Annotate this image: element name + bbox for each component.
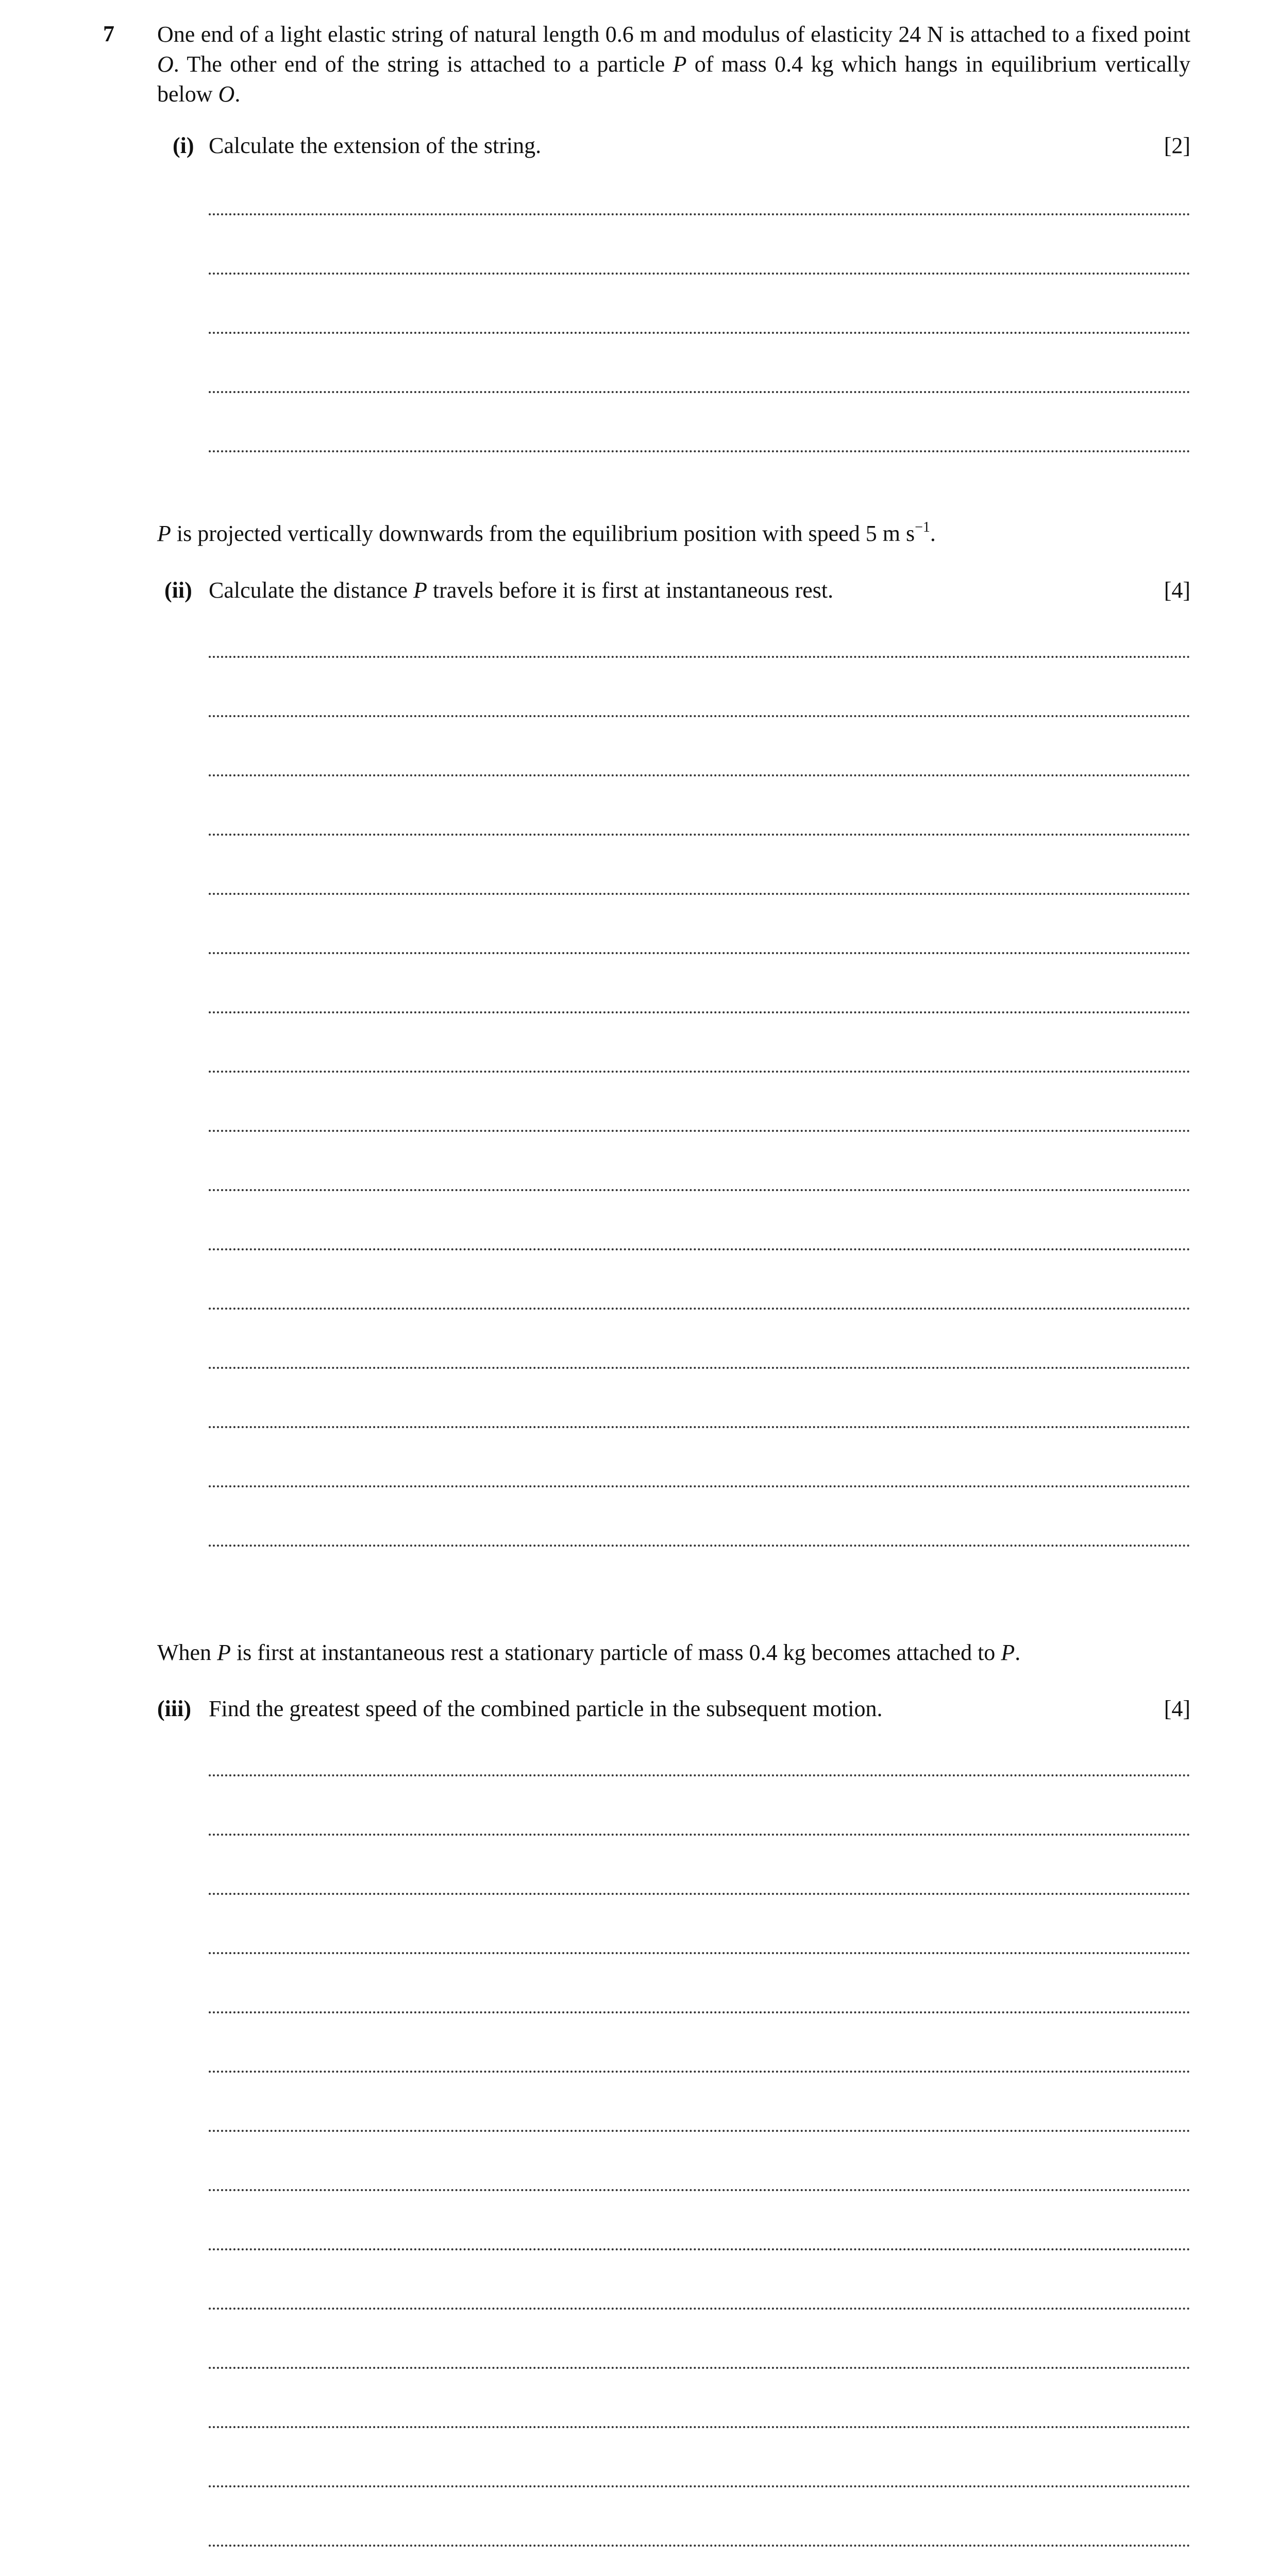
part-iii-label: (iii) — [157, 1696, 191, 1721]
part-i-prompt — [157, 131, 1190, 162]
question-number: 7 — [103, 21, 114, 46]
part-ii-prompt — [157, 576, 1190, 607]
part-ii-label: (ii) — [164, 578, 192, 603]
answer-line[interactable] — [209, 1011, 1190, 1013]
answer-line[interactable] — [209, 450, 1190, 452]
answer-line[interactable] — [209, 2545, 1190, 2547]
stem-text-2: . The other end of the string is attached to a particle — [173, 52, 673, 77]
part-ii-text-b: travels before it is first at instantaneous rest. — [427, 578, 834, 603]
answer-line[interactable] — [209, 1071, 1190, 1073]
part-iii-context — [157, 1638, 1190, 1667]
part-ii-marks: [4] — [1164, 578, 1190, 603]
part-i-text: Calculate the extension of the string. — [209, 133, 542, 158]
answer-line[interactable] — [209, 2367, 1190, 2369]
part-ii-context — [157, 519, 1190, 548]
answer-line[interactable] — [209, 952, 1190, 954]
particle-p-label: P — [672, 52, 687, 77]
point-o-label: O — [157, 52, 174, 77]
part-i-answer-area[interactable] — [209, 213, 1190, 510]
answer-line[interactable] — [209, 1545, 1190, 1547]
answer-line[interactable] — [209, 1130, 1190, 1132]
answer-line[interactable] — [209, 273, 1190, 275]
context-text-a: When — [157, 1640, 217, 1665]
answer-line[interactable] — [209, 2071, 1190, 2073]
answer-line[interactable] — [209, 715, 1190, 717]
answer-line[interactable] — [209, 1367, 1190, 1369]
part-i-label: (i) — [173, 133, 194, 158]
particle-p-label: P — [157, 521, 171, 546]
part-iii-marks: [4] — [1164, 1696, 1190, 1721]
answer-line[interactable] — [209, 2485, 1190, 2487]
context-end: . — [1015, 1640, 1021, 1665]
answer-line[interactable] — [209, 893, 1190, 895]
exponent: −1 — [915, 519, 930, 535]
part-iii-answer-area[interactable] — [209, 1774, 1190, 2576]
stem-text-3: of mass 0.4 kg which hangs in equilibrium vertically below — [157, 52, 1190, 107]
stem-text-4: . — [234, 81, 241, 107]
answer-line[interactable] — [209, 834, 1190, 836]
answer-line[interactable] — [209, 1893, 1190, 1895]
point-o-label: O — [218, 81, 235, 107]
answer-line[interactable] — [209, 656, 1190, 658]
answer-line[interactable] — [209, 2189, 1190, 2191]
particle-p-label: P — [413, 578, 427, 603]
part-iii-prompt — [157, 1694, 1190, 1725]
part-i-marks: [2] — [1164, 133, 1190, 158]
answer-line[interactable] — [209, 391, 1190, 393]
answer-line[interactable] — [209, 1308, 1190, 1310]
answer-line[interactable] — [209, 2308, 1190, 2310]
answer-line[interactable] — [209, 1189, 1190, 1191]
answer-line[interactable] — [209, 1952, 1190, 1954]
answer-line[interactable] — [209, 1485, 1190, 1487]
stem-text-1: One end of a light elastic string of natural length 0.6 m and modulus of elasticity 24 N is attached to a fixed point — [157, 22, 1190, 47]
answer-line[interactable] — [209, 213, 1190, 215]
question-stem — [157, 20, 1190, 109]
particle-p-label: P — [217, 1640, 231, 1665]
answer-line[interactable] — [209, 774, 1190, 776]
answer-line[interactable] — [209, 2426, 1190, 2428]
particle-p-label: P — [1001, 1640, 1015, 1665]
answer-line[interactable] — [209, 1248, 1190, 1250]
answer-line[interactable] — [209, 2011, 1190, 2013]
part-ii-text-a: Calculate the distance — [209, 578, 414, 603]
answer-line[interactable] — [209, 1426, 1190, 1428]
part-ii-text — [209, 576, 833, 605]
answer-line[interactable] — [209, 2248, 1190, 2250]
part-iii-text: Find the greatest speed of the combined particle in the subsequent motion. — [209, 1696, 883, 1721]
answer-line[interactable] — [209, 2130, 1190, 2132]
context-end: . — [930, 521, 936, 546]
context-text-b: is first at instantaneous rest a stationary particle of mass 0.4 kg becomes attached to — [230, 1640, 1001, 1665]
answer-line[interactable] — [209, 1834, 1190, 1836]
answer-line[interactable] — [209, 1774, 1190, 1776]
answer-line[interactable] — [209, 332, 1190, 334]
part-ii-answer-area[interactable] — [209, 656, 1190, 1604]
context-text: is projected vertically downwards from the equilibrium position with speed 5 m s — [171, 521, 915, 546]
